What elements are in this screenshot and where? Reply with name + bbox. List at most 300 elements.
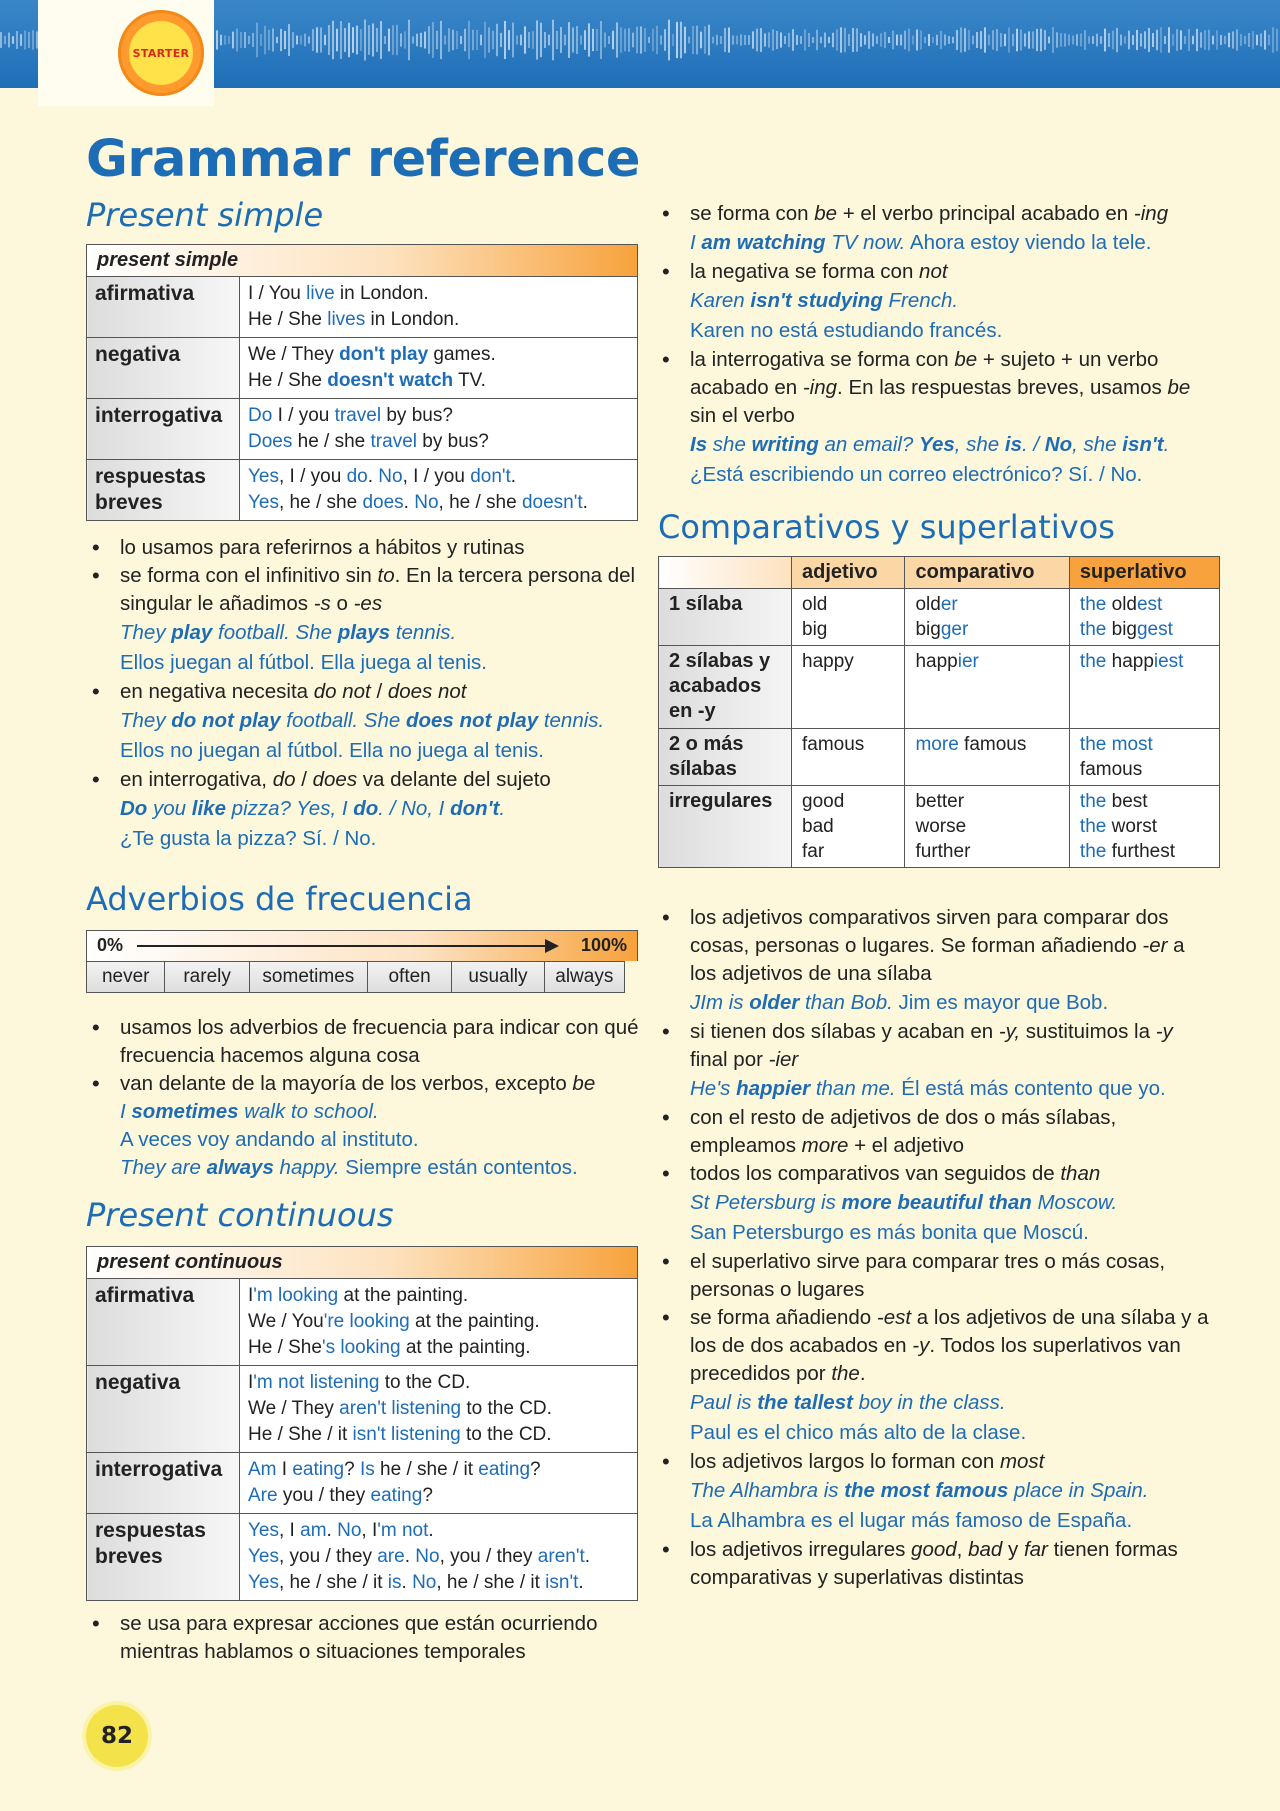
wave-bar [716, 35, 718, 45]
wave-bar [320, 27, 322, 52]
wave-bar [648, 37, 650, 43]
row-examples: Yes, I am. No, I'm not. Yes, you / they are. No, you / they aren't. Yes, he / she / it is. No, he / she / it isn't. [240, 1514, 638, 1601]
example: St Petersburg is more beautiful than Moscow. [690, 1191, 1118, 1214]
present-continuous-note [86, 1610, 646, 1666]
row-examples: I'm not listening to the CD. We / They aren't listening to the CD. He / She / it isn't listening to the CD. [240, 1366, 638, 1453]
wave-bar [572, 28, 574, 53]
wave-bar [348, 23, 350, 57]
table-row [87, 1514, 638, 1601]
wave-bar [744, 35, 746, 45]
wave-bar [972, 36, 974, 45]
wave-bar [804, 29, 806, 50]
wave-bar [1264, 30, 1266, 49]
column-header: superlativo [1069, 557, 1219, 589]
present-continuous-notes [656, 200, 1216, 490]
wave-bar [452, 30, 454, 50]
cell: the most famous [1069, 729, 1219, 786]
wave-bar [652, 29, 654, 52]
wave-bar [28, 32, 30, 48]
wave-bar [1156, 30, 1158, 51]
wave-bar [1072, 36, 1074, 45]
wave-bar [340, 21, 342, 59]
wave-bar [268, 30, 270, 51]
wave-bar [1252, 31, 1254, 49]
wave-bar [552, 20, 554, 61]
wave-bar [16, 31, 18, 49]
list-item: • con el resto de adjetivos de dos o más sílabas, empleamos more + el adjetivo [656, 1104, 1216, 1160]
wave-bar [768, 32, 770, 47]
frequency-word: always [555, 966, 614, 987]
wave-bar [500, 33, 502, 47]
wave-bar [900, 35, 902, 46]
wave-bar [844, 28, 846, 53]
table-row [659, 646, 1220, 729]
row-examples: Yes, I / you do. No, I / you don't. Yes, he / she does. No, he / she doesn't. [240, 460, 638, 521]
wave-bar [588, 23, 590, 56]
wave-bar [404, 31, 406, 48]
wave-bar [908, 29, 910, 52]
wave-bar [792, 29, 794, 51]
row-label: interrogativa [87, 399, 240, 460]
table-row [87, 460, 638, 521]
cell: older bigger [905, 589, 1069, 646]
example-translation: Paul es el chico más alto de la clase. [690, 1421, 1027, 1444]
wave-bar [1188, 29, 1190, 51]
wave-bar [864, 35, 866, 44]
frequency-word: often [368, 962, 452, 992]
example-translation: A veces voy andando al instituto. [120, 1128, 419, 1151]
wave-bar [368, 25, 370, 54]
wave-bar [288, 24, 290, 56]
wave-bar [1116, 28, 1118, 52]
wave-bar [800, 36, 802, 44]
wave-bar [264, 26, 266, 54]
wave-bar [912, 36, 914, 45]
wave-bar [308, 36, 310, 43]
wave-bar [668, 20, 670, 61]
row-examples: Am I eating? Is he / she / it eating? Are you / they eating? [240, 1453, 638, 1514]
wave-bar [660, 35, 662, 44]
wave-bar [520, 35, 522, 46]
wave-bar [1008, 28, 1010, 53]
cell: the happiest [1069, 646, 1219, 729]
wave-bar [760, 28, 762, 52]
example: I am watching TV now. Ahora estoy viendo la tele. [690, 231, 1152, 254]
wave-bar [624, 29, 626, 52]
column-header: comparativo [905, 557, 1069, 589]
wave-bar [592, 29, 594, 51]
column-header: adjetivo [792, 557, 905, 589]
wave-bar [1224, 36, 1226, 44]
wave-bar [336, 29, 338, 52]
wave-bar [428, 26, 430, 54]
comparatives-table [658, 556, 1220, 868]
wave-bar [412, 36, 414, 43]
wave-bar [932, 37, 934, 43]
wave-bar [872, 34, 874, 47]
wave-bar [240, 32, 242, 48]
wave-bar [764, 33, 766, 46]
heading-frequency: Adverbios de frecuencia [86, 880, 473, 918]
example: They play football. She plays tennis. [120, 621, 457, 644]
list-item: • los adjetivos largos lo forman con most [656, 1448, 1216, 1476]
wave-bar [1004, 34, 1006, 46]
row-label: negativa [87, 338, 240, 399]
example-translation: La Alhambra es el lugar más famoso de España. [690, 1509, 1133, 1532]
wave-bar [944, 34, 946, 45]
wave-bar [620, 27, 622, 52]
wave-bar [704, 26, 706, 53]
list-item: • van delante de la mayoría de los verbos, excepto be [86, 1070, 646, 1098]
row-examples: Do I / you travel by bus? Does he / she travel by bus? [240, 399, 638, 460]
wave-bar [1092, 36, 1094, 44]
wave-bar [796, 35, 798, 45]
wave-bar [396, 25, 398, 55]
wave-bar [256, 23, 258, 57]
row-label: 2 o más sílabas [659, 729, 792, 786]
wave-bar [996, 29, 998, 51]
row-examples: I / You live in London. He / She lives in London. [240, 277, 638, 338]
wave-bar [748, 35, 750, 45]
list-item: • si tienen dos sílabas y acaban en -y, sustituimos la -y final por -ier [656, 1018, 1216, 1074]
wave-bar [1088, 36, 1090, 43]
table-row [87, 1366, 638, 1453]
wave-bar [472, 30, 474, 51]
wave-bar [784, 36, 786, 44]
logo-text: STARTER [132, 46, 190, 60]
cell: good bad far [792, 786, 905, 868]
wave-bar [448, 28, 450, 51]
example: The Alhambra is the most famous place in Spain. [690, 1479, 1149, 1502]
wave-bar [1108, 33, 1110, 47]
list-item: • se forma con be + el verbo principal acabado en -ing [656, 200, 1216, 228]
wave-bar [300, 36, 302, 45]
wave-bar [1168, 27, 1170, 53]
wave-bar [1120, 35, 1122, 46]
wave-bar [596, 29, 598, 51]
wave-bar [808, 33, 810, 47]
scale-min: 0% [97, 935, 124, 955]
wave-bar [928, 34, 930, 46]
wave-bar [528, 32, 530, 48]
example: They do not play football. She does not play tennis. [120, 709, 605, 732]
wave-bar [852, 28, 854, 52]
wave-bar [1236, 29, 1238, 50]
list-item: • usamos los adverbios de frecuencia para indicar con qué frecuencia hacemos alguna cosa [86, 1014, 646, 1070]
wave-bar [456, 31, 458, 49]
row-label: afirmativa [87, 1279, 240, 1366]
wave-bar [388, 29, 390, 52]
cell: happy [792, 646, 905, 729]
wave-bar [636, 27, 638, 53]
wave-bar [380, 21, 382, 59]
list-item: • todos los comparativos van seguidos de than [656, 1160, 1216, 1188]
wave-bar [1020, 29, 1022, 50]
example: They are always happy. Siempre están contentos. [120, 1156, 578, 1179]
frequency-word: sometimes [250, 962, 368, 992]
wave-bar [676, 22, 678, 58]
wave-bar [564, 35, 566, 45]
example: Karen isn't studying French. [690, 289, 959, 312]
list-item: • se forma con el infinitivo sin to. En la tercera persona del singular le añadimos -s o -es [86, 562, 646, 618]
list-item: • lo usamos para referirnos a hábitos y rutinas [86, 534, 646, 562]
wave-bar [1140, 33, 1142, 46]
wave-bar [400, 33, 402, 46]
wave-bar [856, 28, 858, 51]
wave-bar [1204, 30, 1206, 50]
wave-bar [720, 36, 722, 44]
wave-bar [612, 31, 614, 49]
wave-bar [836, 29, 838, 50]
cell: more famous [905, 729, 1069, 786]
wave-bar [252, 33, 254, 47]
wave-bar [604, 33, 606, 48]
wave-bar [868, 31, 870, 48]
table-row [87, 399, 638, 460]
wave-bar [12, 36, 14, 44]
wave-bar [488, 27, 490, 52]
list-item: • la negativa se forma con not [656, 258, 1216, 286]
wave-bar [580, 35, 582, 44]
wave-bar [524, 26, 526, 53]
wave-bar [216, 30, 218, 49]
wave-bar [1044, 30, 1046, 50]
wave-bar [544, 32, 546, 48]
wave-bar [0, 32, 2, 48]
wave-bar [1016, 29, 1018, 52]
wave-bar [1152, 33, 1154, 47]
wave-bar [324, 35, 326, 45]
list-item: • en negativa necesita do not / does not [86, 678, 646, 706]
wave-bar [356, 26, 358, 55]
wave-bar [1208, 30, 1210, 51]
wave-bar [532, 31, 534, 49]
example: I sometimes walk to school. [120, 1100, 379, 1123]
heading-comparatives: Comparativos y superlativos [658, 508, 1115, 546]
wave-bar [576, 26, 578, 54]
starter-logo [118, 10, 204, 96]
wave-bar [540, 23, 542, 57]
wave-bar [232, 32, 234, 49]
comparatives-notes [656, 904, 1216, 1592]
wave-bar [1232, 31, 1234, 48]
wave-bar [1180, 30, 1182, 49]
wave-bar [392, 25, 394, 55]
header-blank [659, 557, 792, 589]
wave-bar [952, 37, 954, 44]
wave-bar [512, 23, 514, 58]
wave-bar [1144, 31, 1146, 49]
wave-bar [1040, 29, 1042, 52]
wave-bar [372, 23, 374, 56]
wave-bar [1068, 35, 1070, 46]
table-row [87, 277, 638, 338]
wave-bar [880, 33, 882, 47]
list-item: • en interrogativa, do / does va delante del sujeto [86, 766, 646, 794]
wave-bar [1100, 36, 1102, 44]
row-label: irregulares [659, 786, 792, 868]
wave-bar [560, 27, 562, 53]
wave-bar [420, 33, 422, 47]
example: Paul is the tallest boy in the class. [690, 1391, 1006, 1414]
wave-bar [728, 27, 730, 52]
wave-bar [24, 30, 26, 49]
list-item: • se forma añadiendo -est a los adjetivos de una sílaba y a los de dos acabados en -y. Todos los superlativos van precedidos por the. [656, 1304, 1216, 1388]
wave-bar [328, 25, 330, 55]
wave-bar [672, 34, 674, 46]
table-row [659, 729, 1220, 786]
wave-bar [1032, 31, 1034, 48]
wave-bar [968, 30, 970, 50]
wave-bar [616, 22, 618, 57]
wave-bar [1160, 27, 1162, 53]
wave-bar [788, 33, 790, 47]
wave-bar [896, 35, 898, 46]
wave-bar [464, 29, 466, 51]
wave-bar [736, 36, 738, 45]
wave-bar [1096, 34, 1098, 47]
page-title: Grammar reference [86, 130, 640, 189]
list-item: • la interrogativa se forma con be + sujeto + un verbo acabado en -ing. En las respuestas breves, usamos be sin el verbo [656, 346, 1216, 430]
wave-bar [816, 30, 818, 50]
wave-bar [832, 33, 834, 48]
wave-bar [732, 35, 734, 44]
wave-bar [992, 30, 994, 49]
wave-bar [1084, 30, 1086, 50]
wave-bar [284, 31, 286, 49]
wave-bar [436, 31, 438, 49]
wave-bar [1248, 33, 1250, 47]
wave-bar [376, 28, 378, 52]
frequency-word: rarely [165, 962, 249, 992]
row-examples: We / They don't play games. He / She doesn't watch TV. [240, 338, 638, 399]
wave-bar [1272, 27, 1274, 52]
wave-bar [600, 21, 602, 59]
wave-bar [272, 28, 274, 51]
wave-bar [1028, 31, 1030, 48]
wave-bar [936, 35, 938, 46]
wave-bar [352, 27, 354, 53]
wave-bar [892, 31, 894, 49]
wave-bar [1056, 32, 1058, 47]
wave-bar [1172, 34, 1174, 45]
wave-bar [460, 36, 462, 44]
frequency-notes [86, 1014, 646, 1182]
wave-bar [536, 20, 538, 59]
wave-bar [1268, 35, 1270, 45]
wave-bar [1104, 29, 1106, 52]
example-translation: San Petersburgo es más bonita que Moscú. [690, 1221, 1089, 1244]
wave-bar [296, 36, 298, 45]
wave-bar [828, 37, 830, 43]
wave-bar [640, 26, 642, 53]
wave-bar [948, 36, 950, 44]
wave-bar [248, 36, 250, 44]
wave-bar [344, 28, 346, 52]
wave-bar [548, 35, 550, 46]
wave-bar [244, 32, 246, 48]
wave-bar [416, 34, 418, 47]
wave-bar [220, 35, 222, 46]
wave-bar [492, 31, 494, 49]
wave-bar [1228, 33, 1230, 48]
wave-bar [1052, 27, 1054, 53]
wave-bar [752, 31, 754, 48]
wave-bar [960, 28, 962, 53]
wave-bar [508, 30, 510, 50]
wave-bar [1192, 36, 1194, 44]
wave-bar [940, 31, 942, 49]
wave-bar [312, 29, 314, 51]
frequency-bar [86, 930, 638, 961]
wave-bar [824, 33, 826, 48]
wave-bar [884, 32, 886, 48]
wave-bar [4, 36, 6, 44]
wave-bar [1064, 33, 1066, 46]
wave-bar [820, 37, 822, 44]
row-examples: I'm looking at the painting. We / You're looking at the painting. He / She's looking at the painting. [240, 1279, 638, 1366]
wave-bar [656, 26, 658, 54]
wave-bar [1036, 29, 1038, 51]
row-label: respuestas breves [87, 460, 240, 521]
wave-bar [556, 31, 558, 49]
example-translation: ¿Te gusta la pizza? Sí. / No. [120, 827, 377, 850]
wave-bar [956, 30, 958, 50]
wave-bar [724, 28, 726, 52]
wave-bar [1244, 36, 1246, 44]
table-row [87, 1279, 638, 1366]
wave-bar [608, 36, 610, 44]
wave-bar [484, 22, 486, 59]
wave-bar [920, 30, 922, 49]
wave-bar [1076, 34, 1078, 46]
frequency-scale [86, 930, 638, 993]
wave-bar [432, 22, 434, 58]
frequency-words [86, 961, 625, 993]
wave-bar [276, 37, 278, 43]
wave-bar [1200, 32, 1202, 47]
wave-bar [628, 28, 630, 51]
wave-bar [1260, 33, 1262, 46]
wave-bar [1128, 31, 1130, 50]
wave-bar [1112, 31, 1114, 50]
wave-bar [1136, 30, 1138, 50]
wave-bar [384, 36, 386, 44]
wave-bar [8, 33, 10, 48]
wave-bar [228, 36, 230, 44]
frequency-word: never [87, 962, 165, 992]
wave-bar [1176, 29, 1178, 51]
wave-bar [360, 29, 362, 51]
wave-bar [632, 33, 634, 48]
present-continuous-table [86, 1246, 638, 1601]
table-row [87, 338, 638, 399]
wave-bar [1124, 36, 1126, 43]
cell: the best the worst the furthest [1069, 786, 1219, 868]
row-label: afirmativa [87, 277, 240, 338]
row-label: interrogativa [87, 1453, 240, 1514]
wave-bar [696, 26, 698, 55]
wave-bar [1216, 30, 1218, 49]
wave-bar [480, 35, 482, 46]
wave-bar [1060, 33, 1062, 47]
present-simple-notes [86, 534, 646, 854]
wave-bar [292, 32, 294, 48]
wave-bar [848, 34, 850, 46]
table-header-row [659, 557, 1220, 589]
cell: the oldest the biggest [1069, 589, 1219, 646]
wave-bar [1196, 29, 1198, 51]
